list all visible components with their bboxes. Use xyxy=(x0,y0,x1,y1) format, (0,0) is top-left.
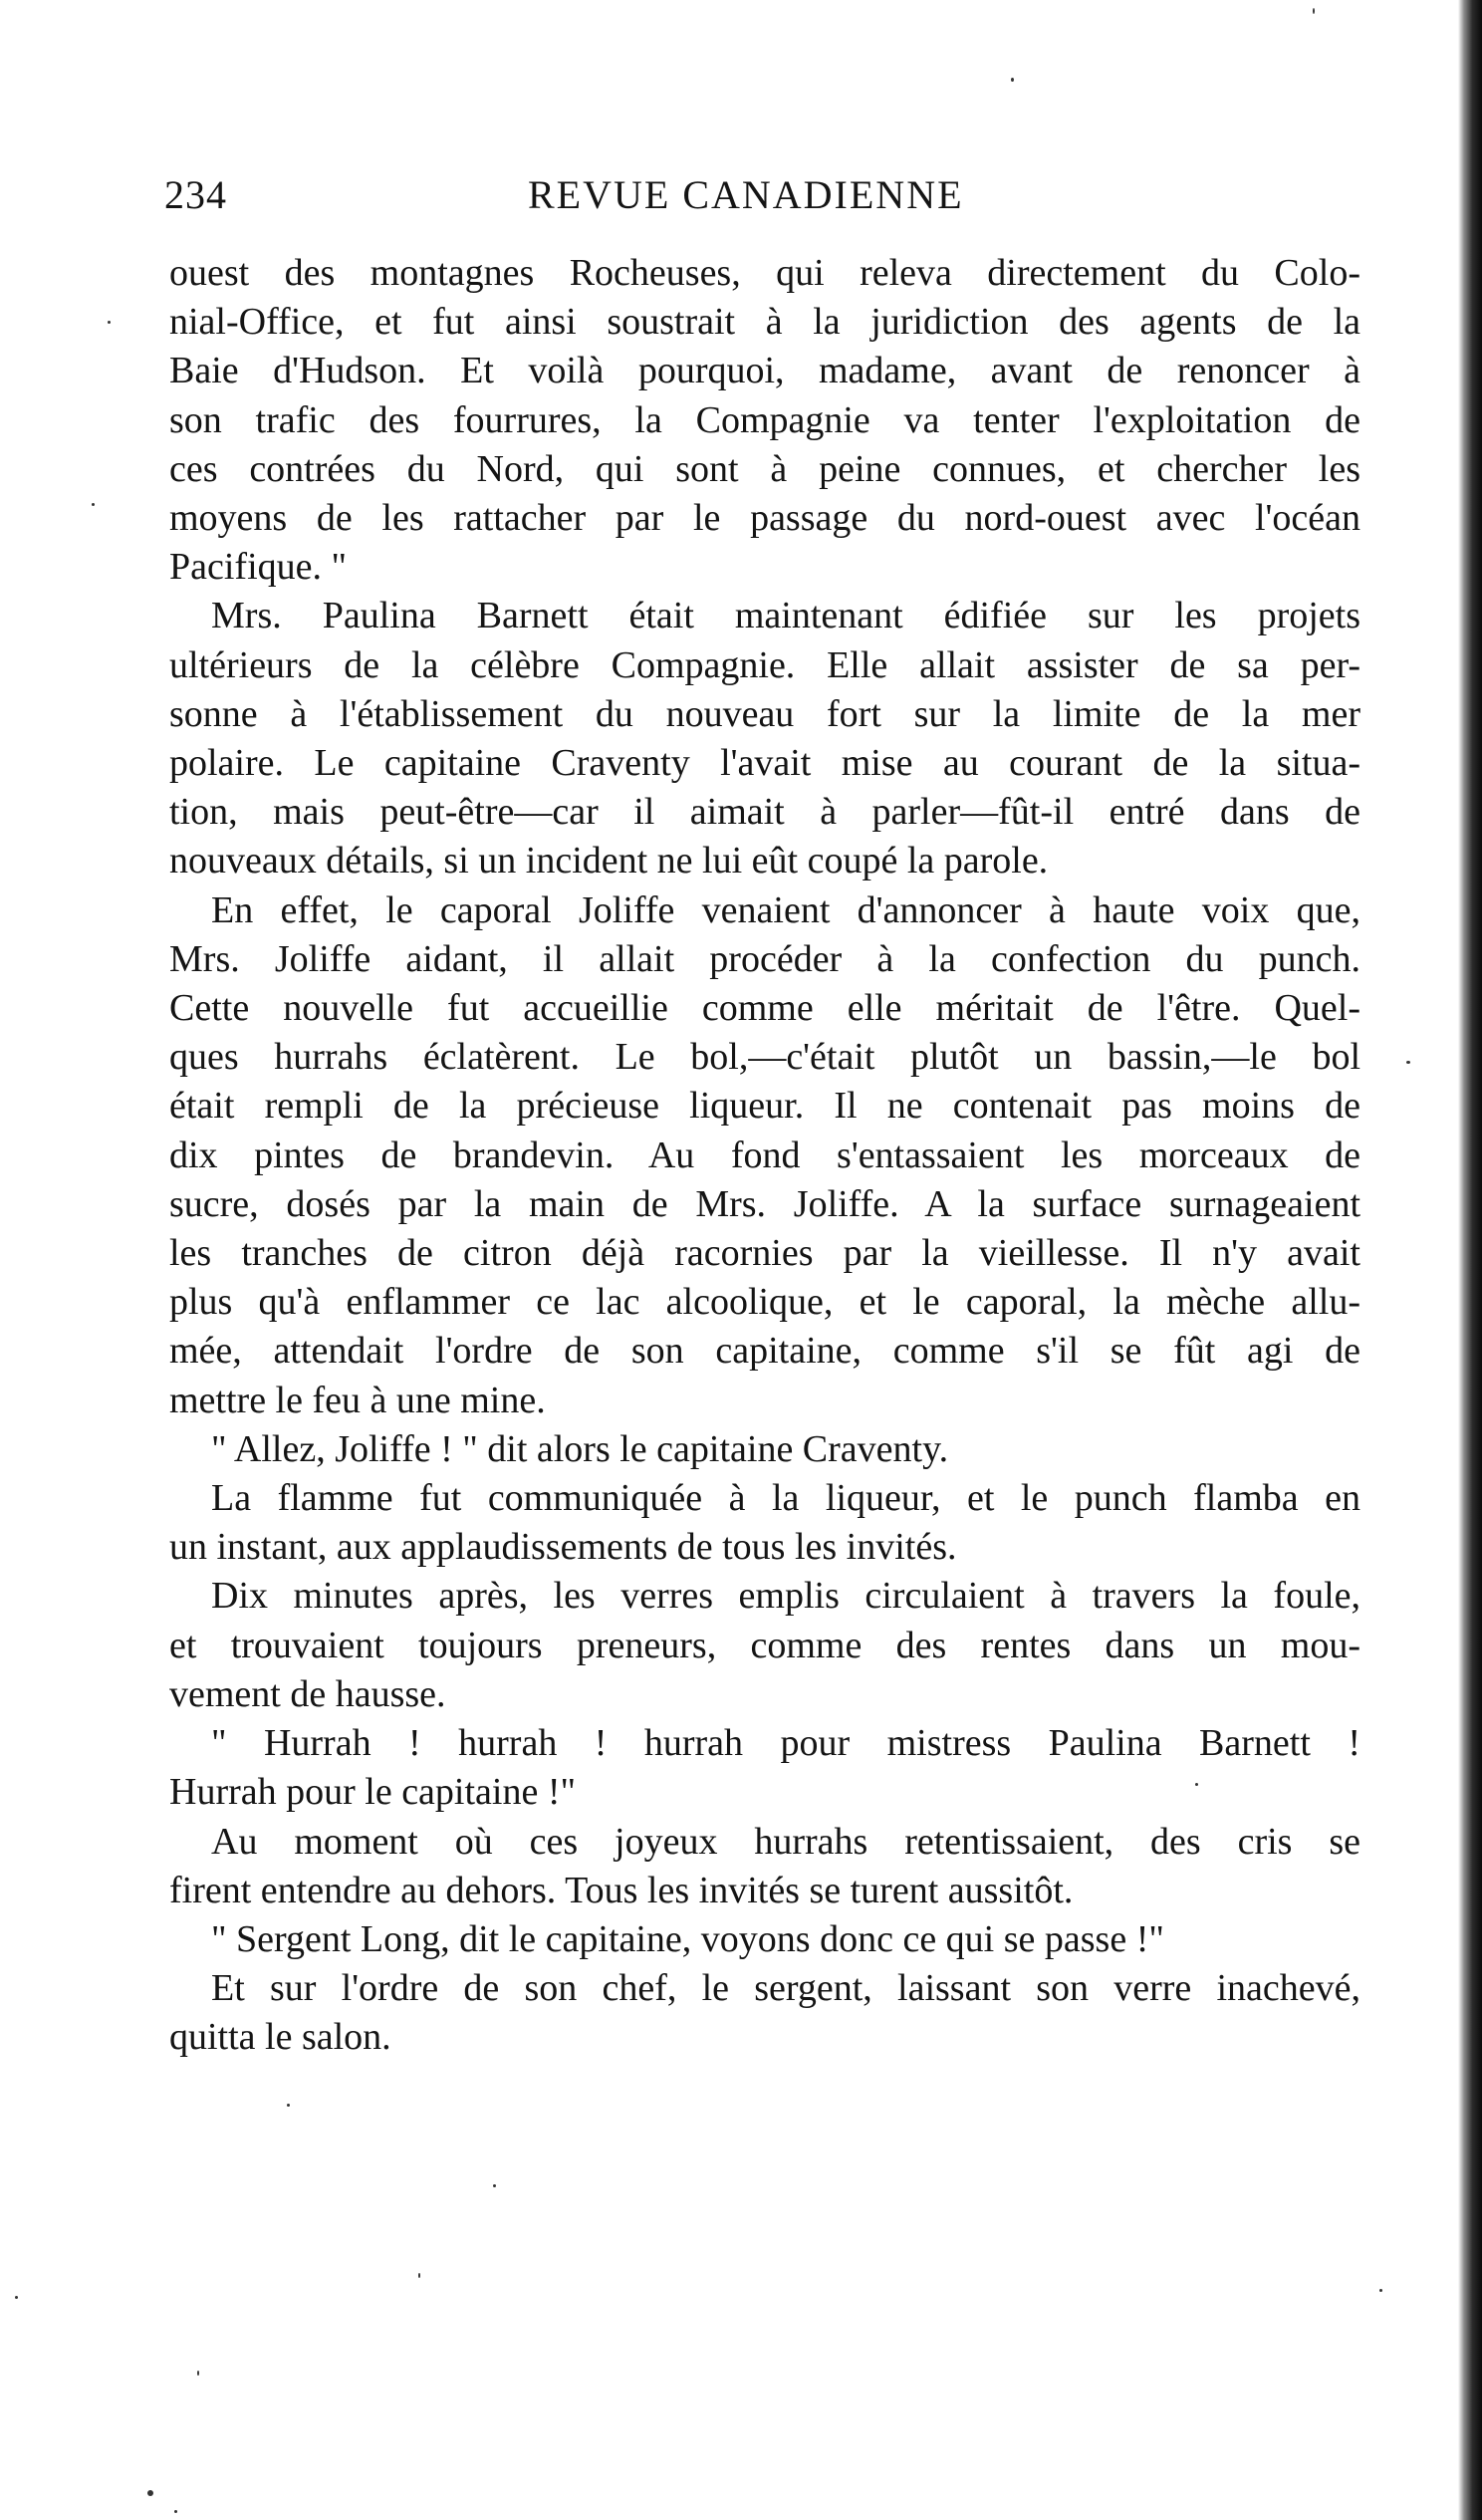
text-line: Cette nouvelle fut accueillie comme elle méritait de l'être. Quel- xyxy=(169,987,1360,1030)
text-line: ultérieurs de la célèbre Compagnie. Elle allait assister de sa per- xyxy=(169,643,1360,686)
speck xyxy=(418,2273,420,2278)
text-line: ces contrées du Nord, qui sont à peine connues, et chercher les xyxy=(169,447,1360,490)
text-line: plus qu'à enflammer ce lac alcoolique, et le caporal, la mèche allu- xyxy=(169,1281,1360,1324)
text-line: sucre, dosés par la main de Mrs. Joliffe. A la surface surnageaient xyxy=(169,1182,1360,1225)
text-line: mettre le feu à une mine. xyxy=(169,1379,546,1421)
speck xyxy=(174,2510,177,2513)
binding-edge xyxy=(1458,0,1482,2520)
text-line: dix pintes de brandevin. Au fond s'entassaient les morceaux de xyxy=(169,1134,1360,1176)
text-line: vement de hausse. xyxy=(169,1672,446,1715)
text-line: mée, attendait l'ordre de son capitaine, comme s'il se fût agi de xyxy=(169,1330,1360,1373)
paragraph xyxy=(169,1474,1360,1572)
text-line: " Allez, Joliffe ! " dit alors le capitaine Craventy. xyxy=(211,1427,949,1470)
text-line: nial-Office, et fut ainsi soustrait à la juridiction des agents de la xyxy=(169,301,1360,344)
speck xyxy=(147,2490,153,2496)
text-line: Mrs. Joliffe aidant, il allait procéder à la confection du punch. xyxy=(169,937,1360,980)
paragraph xyxy=(169,1915,1360,1964)
speck xyxy=(493,2184,496,2187)
text-line: Pacifique. " xyxy=(169,546,348,589)
text-line: " Sergent Long, dit le capitaine, voyons donc ce qui se passe !" xyxy=(211,1917,1164,1960)
text-line: nouveaux détails, si un incident ne lui eût coupé la parole. xyxy=(169,840,1049,882)
paragraph xyxy=(169,1818,1360,1915)
text-line: Dix minutes après, les verres emplis circulaient à travers la foule, xyxy=(211,1575,1360,1618)
text-line: était rempli de la précieuse liqueur. Il ne contenait pas moins de xyxy=(169,1085,1360,1128)
text-line: sonne à l'établissement du nouveau fort sur la limite de la mer xyxy=(169,692,1360,735)
paragraph xyxy=(169,1964,1360,2062)
body-text xyxy=(169,249,1360,2063)
text-line: firent entendre au dehors. Tous les invités se turent aussitôt. xyxy=(169,1869,1074,1911)
text-line: " Hurrah ! hurrah ! hurrah pour mistress Paulina Barnett ! xyxy=(211,1722,1360,1765)
text-line: tion, mais peut-être—car il aimait à parler—fût-il entré dans de xyxy=(169,791,1360,834)
paragraph xyxy=(169,886,1360,1425)
text-line: Hurrah pour le capitaine !" xyxy=(169,1771,576,1814)
paragraph xyxy=(169,249,1360,592)
text-line: les tranches de citron déjà racornies par la vieillesse. Il n'y avait xyxy=(169,1232,1360,1275)
speck xyxy=(108,321,111,324)
text-line: un instant, aux applaudissements de tous les invités. xyxy=(169,1526,957,1569)
text-line: Mrs. Paulina Barnett était maintenant édifiée sur les projets xyxy=(211,595,1360,637)
running-title: REVUE CANADIENNE xyxy=(528,172,964,217)
text-line: polaire. Le capitaine Craventy l'avait mise au courant de la situa- xyxy=(169,742,1360,785)
text-line: La flamme fut communiquée à la liqueur, et le punch flamba en xyxy=(211,1477,1360,1520)
text-line: Baie d'Hudson. Et voilà pourquoi, madame, avant de renoncer à xyxy=(169,350,1360,392)
text-line: quitta le salon. xyxy=(169,2016,391,2059)
speck xyxy=(197,2371,199,2376)
speck xyxy=(1406,1061,1410,1064)
speck xyxy=(15,2296,18,2299)
paragraph xyxy=(169,1425,1360,1474)
page-header xyxy=(164,171,1359,223)
text-line: son trafic des fourrures, la Compagnie va tenter l'exploitation de xyxy=(169,398,1360,441)
paragraph xyxy=(169,592,1360,885)
page-number: 234 xyxy=(164,172,227,217)
speck xyxy=(287,2104,290,2107)
text-line: Au moment où ces joyeux hurrahs retentissaient, des cris se xyxy=(211,1820,1360,1863)
text-line: ques hurrahs éclatèrent. Le bol,—c'était plutôt un bassin,—le bol xyxy=(169,1036,1360,1079)
speck xyxy=(1313,8,1315,14)
paragraph xyxy=(169,1572,1360,1719)
text-line: En effet, le caporal Joliffe venaient d'annoncer à haute voix que, xyxy=(211,888,1360,931)
speck xyxy=(1195,1783,1198,1786)
speck xyxy=(1011,78,1014,82)
text-line: et trouvaient toujours preneurs, comme des rentes dans un mou- xyxy=(169,1624,1360,1666)
speck xyxy=(92,503,95,506)
speck xyxy=(1379,2289,1382,2292)
text-line: moyens de les rattacher par le passage du nord-ouest avec l'océan xyxy=(169,497,1360,540)
paragraph xyxy=(169,1719,1360,1817)
text-line: Et sur l'ordre de son chef, le sergent, laissant son verre inachevé, xyxy=(211,1967,1360,2010)
text-line: ouest des montagnes Rocheuses, qui releva directement du Colo- xyxy=(169,252,1360,294)
